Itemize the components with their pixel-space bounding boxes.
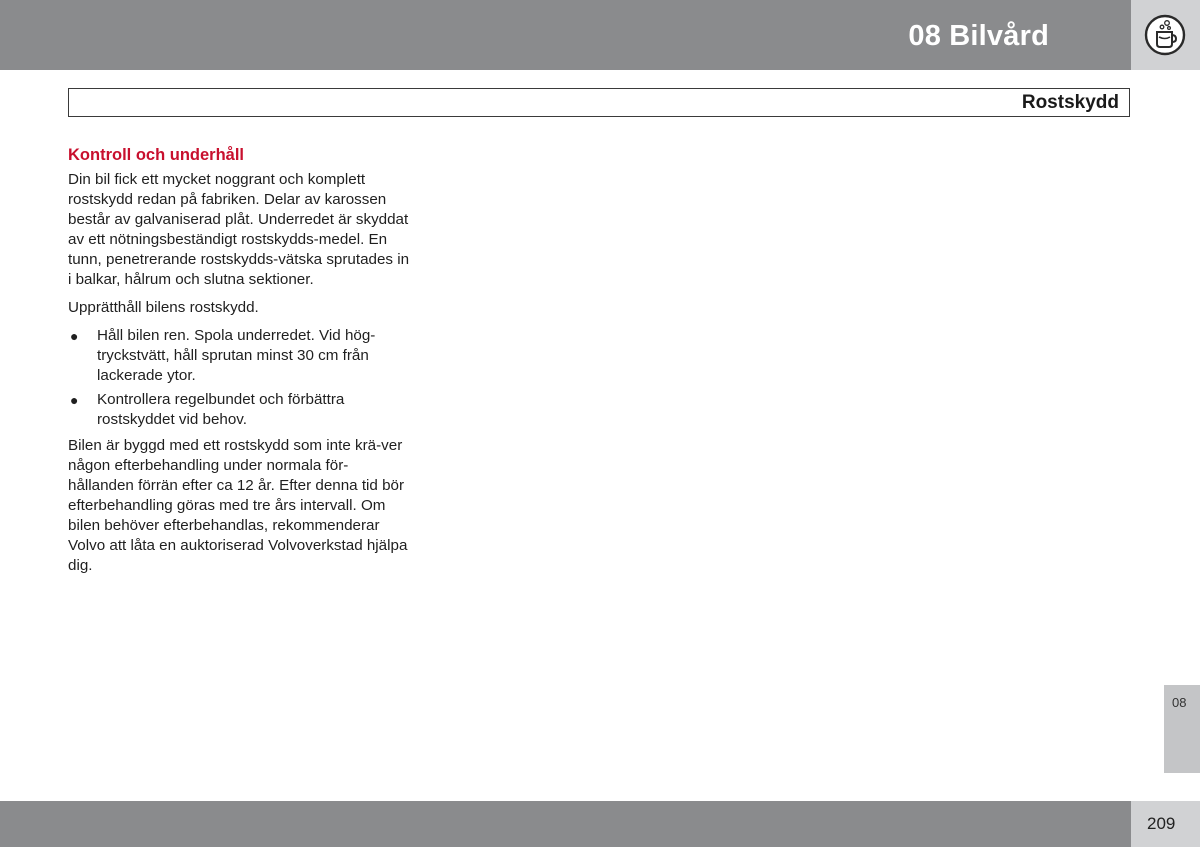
header-bar — [0, 0, 1131, 70]
main-content — [68, 144, 413, 584]
paragraph-aftertreatment: Bilen är byggd med ett rostskydd som inte krä-ver någon efterbehandling under normala för-hållanden förrän efter ca 12 år. Efter denna tid bör efterbehandling göras med tre års intervall. Om bilen behöver efterbehandlas, rekommenderar Volvo att låta en auktoriserad Volvoverkstad hjälpa dig. — [68, 437, 408, 574]
chapter-side-tab — [1164, 685, 1200, 773]
paragraph-maintain: Upprätthåll bilens rostskydd. — [68, 299, 259, 316]
car-care-icon — [1143, 13, 1187, 57]
side-tab-label: 08 — [1172, 695, 1187, 710]
bullet-text: Håll bilen ren. Spola underredet. Vid hög-tryckstvätt, håll sprutan minst 30 cm från lackerade ytor. — [97, 327, 376, 384]
page-number: 209 — [1147, 814, 1176, 833]
content-heading: Kontroll och underhåll — [68, 146, 244, 164]
bullet-icon: ● — [70, 328, 79, 344]
list-item — [68, 326, 413, 386]
section-title: Rostskydd — [1021, 92, 1119, 113]
list-item — [68, 390, 413, 430]
footer-bar — [0, 801, 1131, 847]
paragraph-intro: Din bil fick ett mycket noggrant och komplett rostskydd redan på fabriken. Delar av karossen består av galvaniserad plåt. Underredet är skyddat av ett nötningsbeständigt rostskydds-medel. En tunn, penetrerande rostskydds-vätska sprutades in i balkar, hålrum och slutna sektioner. — [68, 171, 410, 288]
chapter-title: 08 Bilvård — [908, 20, 1049, 52]
bullet-icon: ● — [70, 392, 79, 408]
chapter-icon-box — [1131, 0, 1200, 70]
page-number-box — [1131, 801, 1200, 847]
bullet-list — [68, 326, 413, 430]
section-header-box — [68, 88, 1130, 117]
bullet-text: Kontrollera regelbundet och förbättra rostskyddet vid behov. — [97, 391, 345, 428]
